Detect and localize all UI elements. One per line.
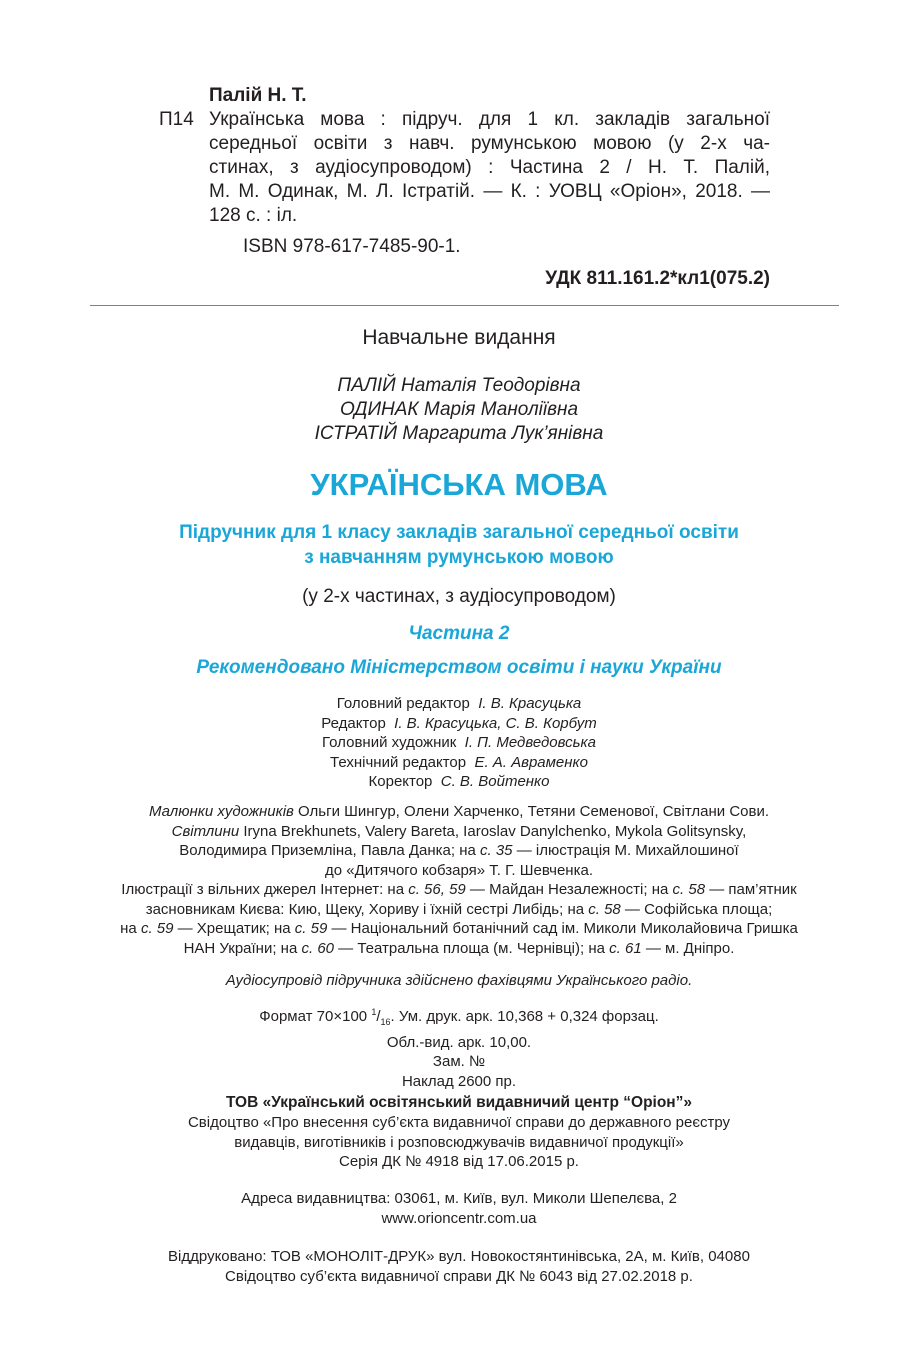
staff-name: С. В. Войтенко bbox=[440, 773, 550, 790]
publisher-address: Адреса видавництва: 03061, м. Київ, вул. Миколи Шепелєва, 2 bbox=[241, 1190, 677, 1207]
credits-text: — м. Дніпро. bbox=[641, 939, 735, 957]
format-text: . Ум. друк. арк. 10,368 + 0,324 форзац. bbox=[390, 1008, 659, 1025]
staff-row bbox=[0, 772, 918, 792]
catalog-index: П14 bbox=[159, 109, 194, 130]
printer-line: Віддруковано: ТОВ «МОНОЛІТ-ДРУК» вул. Новокостянтинівська, 2А, м. Київ, 04080 bbox=[168, 1248, 750, 1265]
staff-role: Редактор bbox=[321, 714, 386, 732]
page-ref: с. 60 bbox=[301, 939, 335, 957]
staff-role: Головний редактор bbox=[336, 695, 470, 712]
credits-text: засновникам Києва: Кию, Щеку, Хориву і їхній сестрі Либідь; на bbox=[145, 900, 589, 918]
credits-text: — Хрещатик; на bbox=[173, 920, 295, 937]
sheets-line: Обл.-вид. арк. 10,00. bbox=[386, 1033, 532, 1051]
ministry-recommendation: Рекомендовано Міністерством освіти і науки України bbox=[196, 657, 722, 678]
credits-block bbox=[0, 802, 918, 958]
format-text: Формат 70×100 bbox=[259, 1008, 372, 1025]
publisher-name: ТОВ «Український освітянський видавничий центр “Оріон”» bbox=[225, 1094, 693, 1111]
printer-certificate: Свідоцтво суб’єкта видавничої справи ДК № 6043 від 27.02.2018 р. bbox=[225, 1268, 693, 1285]
catalog-description-line: Українська мова : підруч. для 1 кл. закладів загальної bbox=[209, 109, 770, 130]
audio-note: Аудіосупровід підручника здійснено фахівцями Українського радіо. bbox=[225, 972, 693, 989]
credits-line bbox=[0, 900, 918, 920]
catalog-author-heading: Палій Н. Т. bbox=[209, 85, 307, 106]
certificate-line: Свідоцтво «Про внесення суб’єкта видавничої справи до державного реєстру bbox=[187, 1114, 731, 1131]
authors-list bbox=[0, 374, 918, 446]
credits-line: до «Дитячого кобзаря» Т. Г. Шевченка. bbox=[325, 861, 593, 879]
credits-line bbox=[0, 822, 918, 842]
illustrators-label: Малюнки художників bbox=[148, 803, 294, 820]
print-specs bbox=[0, 1003, 918, 1091]
publisher-certificate bbox=[0, 1113, 918, 1172]
run-line: Наклад 2600 пр. bbox=[401, 1072, 517, 1090]
edition-type: Навчальне видання bbox=[362, 326, 556, 349]
parts-note: (у 2-х частинах, з аудіосупроводом) bbox=[302, 586, 616, 607]
staff-list bbox=[0, 694, 918, 792]
photos-label: Світлини bbox=[171, 822, 240, 840]
catalog-udc: УДК 811.161.2*кл1(075.2) bbox=[545, 268, 770, 289]
staff-name: І. В. Красуцька, С. В. Корбут bbox=[394, 714, 597, 732]
catalog-isbn: ISBN 978-617-7485-90-1. bbox=[243, 236, 461, 257]
format-line bbox=[0, 1003, 918, 1033]
author-name: ПАЛІЙ Наталія Теодорівна bbox=[337, 375, 581, 396]
subtitle-line: з навчанням румунською мовою bbox=[304, 547, 614, 568]
credits-text: — пам’ятник bbox=[705, 881, 797, 898]
credits-line bbox=[0, 841, 918, 861]
catalog-description-line: 128 с. : іл. bbox=[209, 205, 298, 226]
format-slash: / bbox=[376, 1008, 381, 1025]
part-label: Частина 2 bbox=[408, 623, 510, 644]
author-name: ОДИНАК Марія Маноліївна bbox=[339, 399, 579, 420]
credits-line bbox=[0, 939, 918, 959]
staff-row bbox=[0, 733, 918, 753]
book-title: УКРАЇНСЬКА МОВА bbox=[310, 467, 608, 502]
catalog-description-line: М. М. Одинак, М. Л. Істратій. — К. : УОВЦ «Оріон», 2018. — bbox=[209, 181, 770, 202]
page-ref: с. 59 bbox=[294, 920, 328, 937]
certificate-line: Серія ДК № 4918 від 17.06.2015 р. bbox=[339, 1153, 579, 1170]
catalog-description bbox=[209, 108, 770, 228]
page-ref: с. 61 bbox=[609, 939, 642, 957]
credits-text: — Театральна площа (м. Чернівці); на bbox=[334, 939, 610, 957]
staff-role: Коректор bbox=[368, 773, 433, 790]
staff-role: Технічний редактор bbox=[330, 753, 467, 771]
book-subtitle bbox=[0, 520, 918, 570]
credits-line bbox=[0, 880, 918, 900]
staff-row bbox=[0, 714, 918, 734]
credits-text: — Майдан Незалежності; на bbox=[465, 881, 673, 898]
credits-line bbox=[0, 802, 918, 822]
page-ref: с. 35 bbox=[480, 842, 513, 859]
staff-role: Головний художник bbox=[322, 734, 457, 751]
credits-text: НАН України; на bbox=[183, 939, 302, 957]
author-name: ІСТРАТІЙ Маргарита Лук’янівна bbox=[314, 423, 604, 444]
staff-name: І. П. Медведовська bbox=[464, 734, 596, 751]
credits-line bbox=[0, 919, 918, 939]
publisher-website: www.orioncentr.com.ua bbox=[381, 1210, 537, 1227]
page-ref: с. 56, 59 bbox=[408, 881, 466, 898]
staff-row bbox=[0, 694, 918, 714]
certificate-line: видавців, виготівників і розповсюджувачів видавничої продукції» bbox=[234, 1133, 684, 1151]
subtitle-line: Підручник для 1 класу закладів загальної середньої освіти bbox=[179, 522, 739, 543]
staff-row bbox=[0, 753, 918, 773]
catalog-description-line: середньої освіти з навч. румунською мовою (у 2-х ча- bbox=[209, 133, 770, 154]
credits-text: Ілюстрації з вільних джерел Інтернет: на bbox=[121, 881, 409, 898]
staff-name: Е. А. Авраменко bbox=[474, 753, 588, 771]
photos-names: Iryna Brekhunets, Valery Bareta, Iaroslav Danylchenko, Mykola Golitsynsky, bbox=[239, 822, 747, 840]
format-denominator: 16 bbox=[380, 1017, 391, 1027]
credits-text: на bbox=[120, 920, 141, 937]
illustrators-names: Ольги Шингур, Олени Харченко, Тетяни Семенової, Світлани Сови. bbox=[293, 803, 770, 820]
catalog-description-line: стинах, з аудіосупроводом) : Частина 2 / Н. Т. Палій, bbox=[209, 157, 770, 178]
page-ref: с. 59 bbox=[140, 920, 174, 937]
staff-name: І. В. Красуцька bbox=[478, 695, 582, 712]
credits-text: — Національний ботанічний сад ім. Миколи Миколайовича Гришка bbox=[327, 920, 798, 937]
credits-text: — Софійська площа; bbox=[620, 900, 773, 918]
divider-line bbox=[90, 305, 839, 306]
page-ref: с. 58 bbox=[672, 881, 706, 898]
format-numerator: 1 bbox=[371, 1007, 377, 1017]
order-line: Зам. № bbox=[432, 1053, 486, 1070]
credits-text: — ілюстрація М. Михайлошиної bbox=[512, 842, 739, 859]
credits-text: Володимира Приземліна, Павла Данка; на bbox=[179, 842, 480, 859]
page-ref: с. 58 bbox=[588, 900, 621, 918]
